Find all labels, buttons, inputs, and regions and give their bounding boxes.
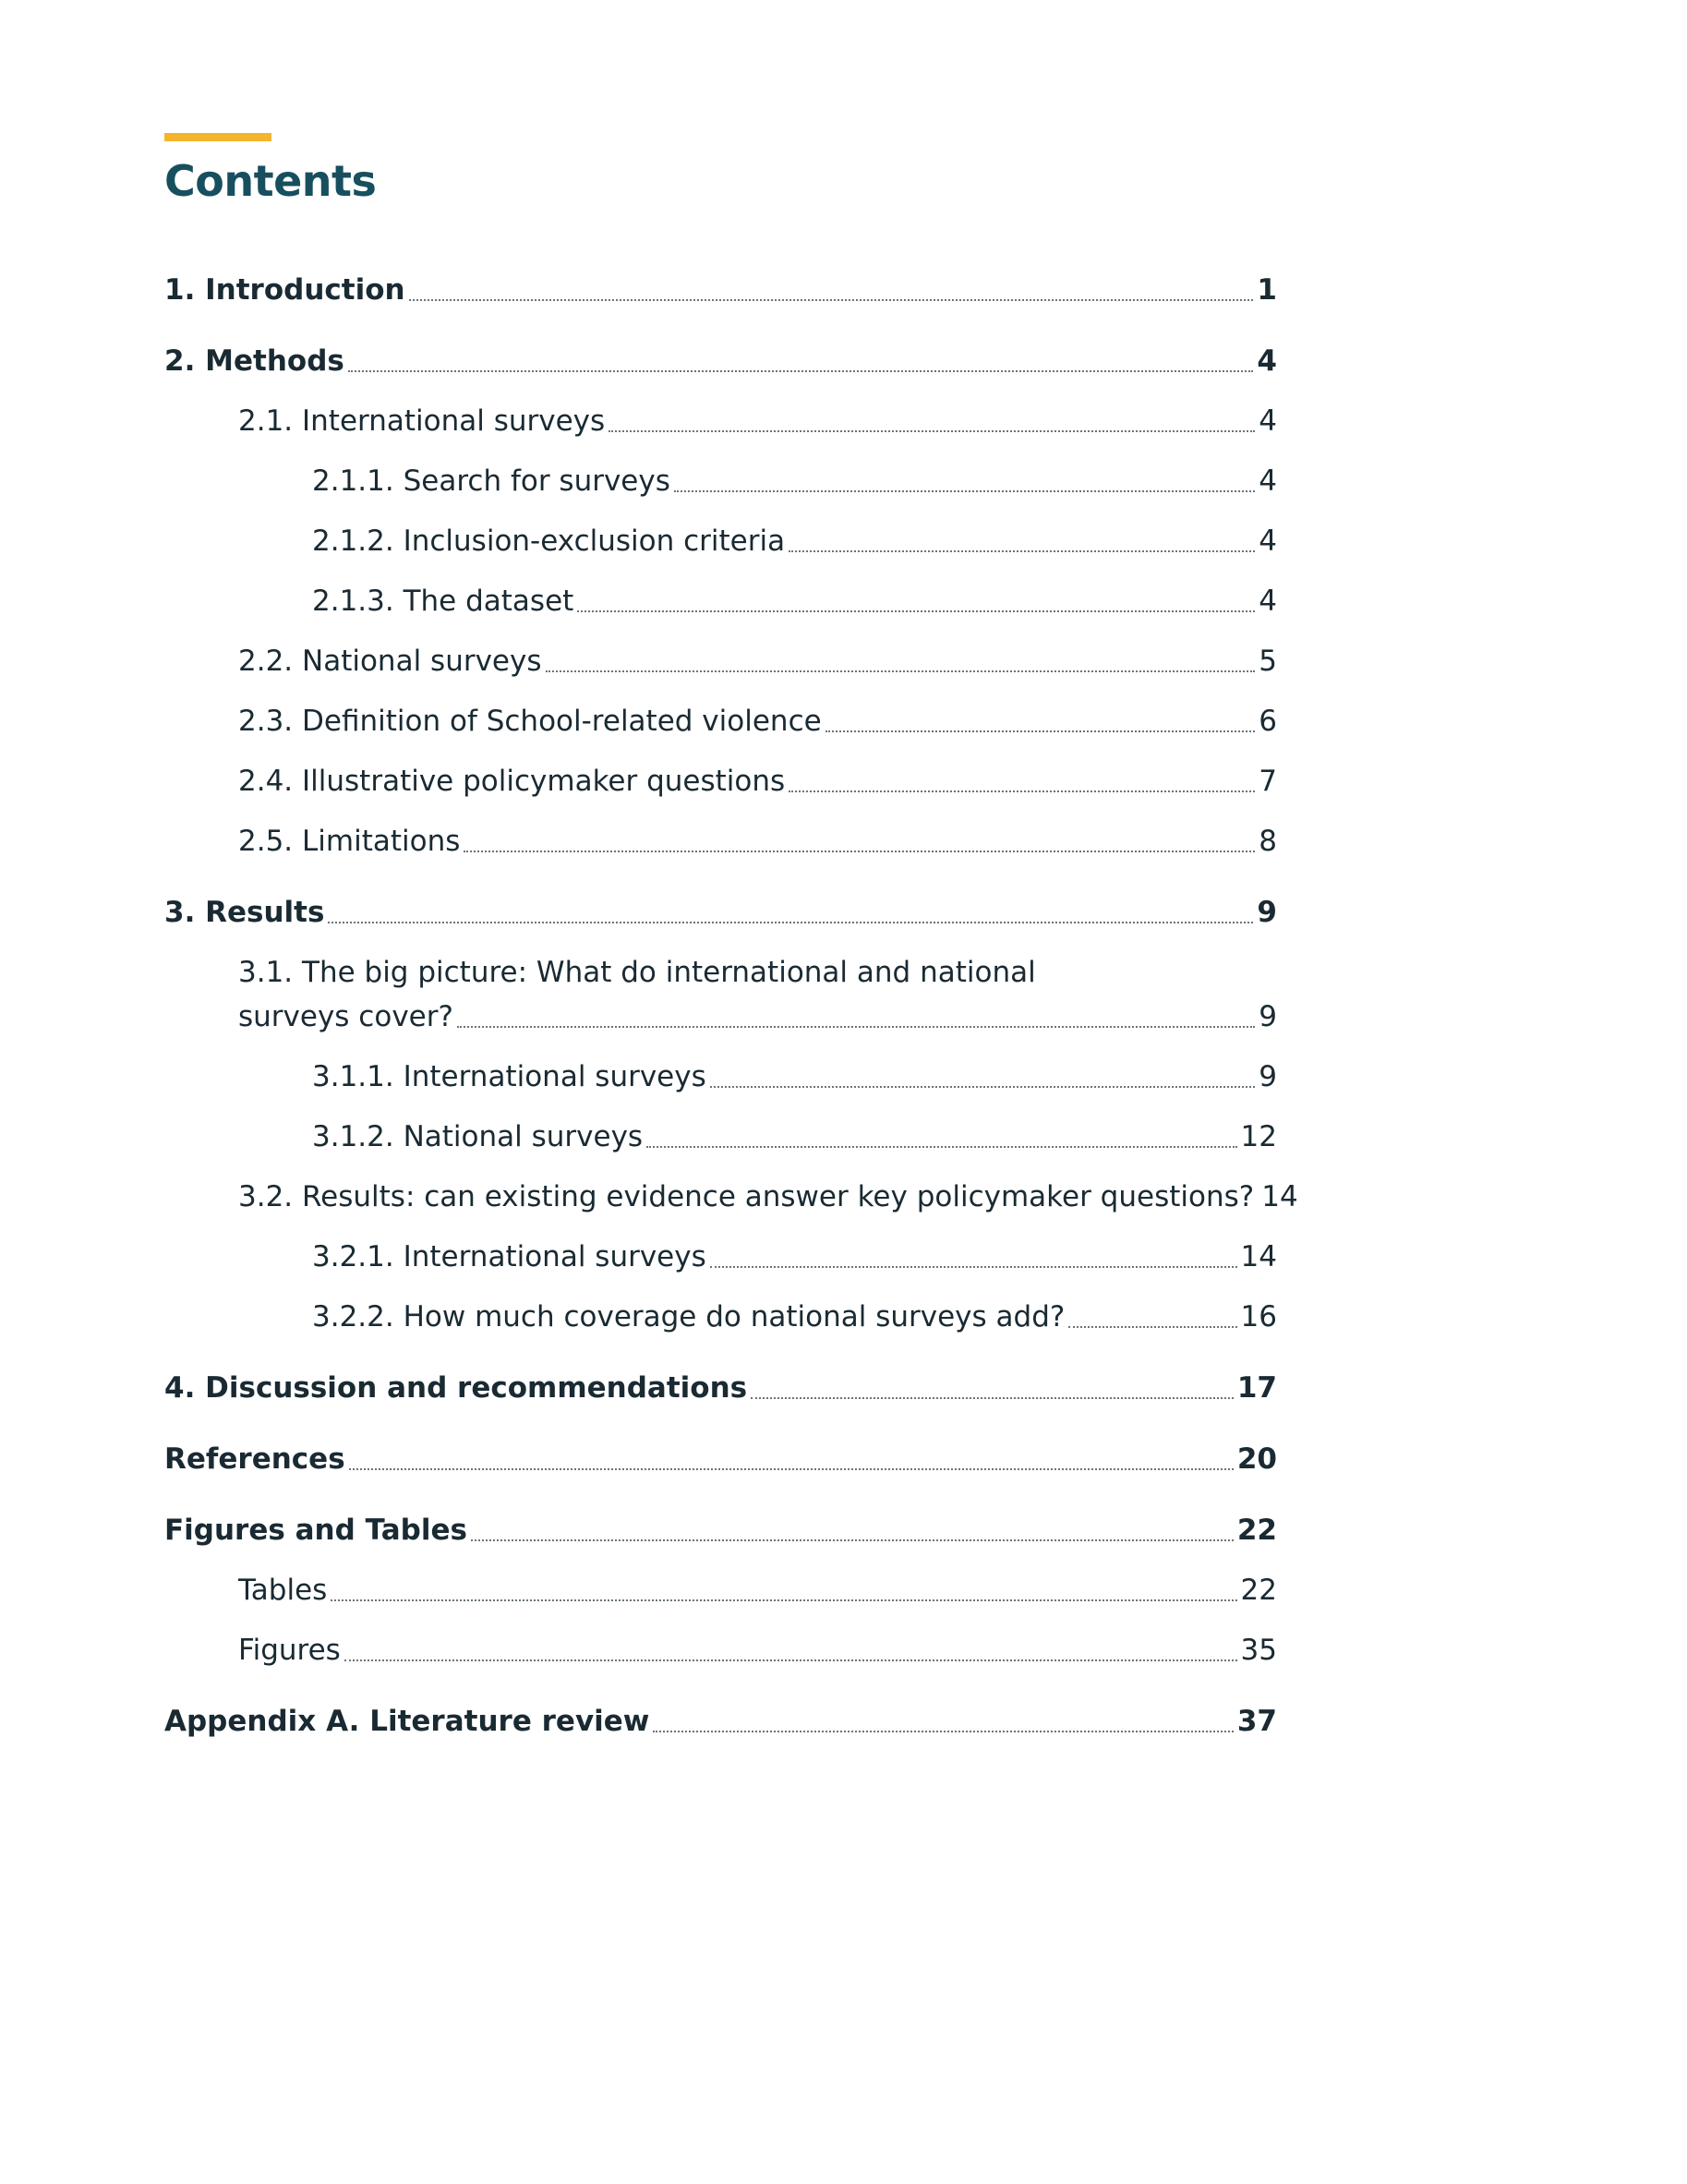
toc-entry-label: 3.2. Results: can existing evidence answer key policymaker questions?	[238, 1180, 1255, 1213]
toc-entry-references[interactable]	[164, 1438, 1277, 1480]
dot-leader	[577, 610, 1255, 612]
dot-leader	[457, 1026, 1255, 1028]
dot-leader	[789, 790, 1255, 792]
toc-entry-label: surveys cover?	[238, 1000, 453, 1033]
toc-entry-page-number: 1	[1257, 273, 1277, 307]
dot-leader	[710, 1266, 1237, 1268]
dot-leader	[348, 370, 1254, 372]
toc-entry-label: 2.5. Limitations	[238, 825, 461, 858]
toc-entry-label: References	[164, 1442, 345, 1476]
toc-entry-page-number: 22	[1236, 1514, 1277, 1547]
toc-entry-page-number: 4	[1259, 404, 1277, 438]
toc-entry-label: 3.1.1. International surveys	[312, 1060, 706, 1093]
toc-entry-national-coverage[interactable]	[312, 1296, 1277, 1338]
dot-leader	[331, 1599, 1236, 1601]
toc-entry-label: 2.1.2. Inclusion-exclusion criteria	[312, 525, 786, 558]
toc-entry-evidence-international-surveys[interactable]	[312, 1236, 1277, 1278]
dot-leader	[751, 1397, 1234, 1399]
toc-entry-label: 2.1. International surveys	[238, 404, 606, 438]
toc-entry-label: Figures	[238, 1634, 341, 1667]
toc-entry-page-number: 9	[1259, 1060, 1277, 1093]
dot-leader	[349, 1468, 1234, 1470]
toc-entry-page-number: 4	[1259, 465, 1277, 498]
toc-entry-search-for-surveys[interactable]	[312, 460, 1277, 502]
toc-entry-page-number: 5	[1259, 645, 1277, 678]
toc-entry-tables[interactable]	[238, 1569, 1277, 1611]
dot-leader	[674, 490, 1255, 492]
toc-entry-the-dataset[interactable]	[312, 580, 1277, 622]
dot-leader	[409, 299, 1254, 301]
toc-entry-page-number: 12	[1240, 1120, 1277, 1153]
toc-entry-label: 2. Methods	[164, 344, 344, 378]
dot-leader	[471, 1539, 1234, 1541]
toc-entry-results[interactable]	[164, 891, 1277, 934]
toc-entry-label: Tables	[238, 1574, 328, 1607]
dot-leader	[328, 922, 1253, 923]
toc-entry-page-number: 9	[1259, 1000, 1277, 1033]
toc-entry-results-national-surveys[interactable]	[312, 1116, 1277, 1158]
toc-entry-page-number: 16	[1240, 1300, 1277, 1333]
toc-entry-label: 3.2.2. How much coverage do national surveys add?	[312, 1300, 1066, 1333]
toc-entry-label: Figures and Tables	[164, 1514, 467, 1547]
toc-entry-page-number: 14	[1240, 1240, 1277, 1273]
toc-entry-page-number: 22	[1240, 1574, 1277, 1607]
dot-leader	[646, 1146, 1236, 1148]
toc-entry-page-number: 4	[1259, 585, 1277, 618]
toc-entry-page-number: 4	[1259, 525, 1277, 558]
dot-leader	[710, 1086, 1256, 1088]
toc-entry-limitations[interactable]	[238, 820, 1277, 863]
dot-leader	[653, 1731, 1233, 1732]
toc-entry-page-number: 8	[1259, 825, 1277, 858]
toc-entry-big-picture-line-1[interactable]: 3.1. The big picture: What do international and national	[238, 956, 1036, 989]
toc-entry-label: 4. Discussion and recommendations	[164, 1371, 748, 1405]
toc-entry-national-surveys[interactable]	[238, 640, 1277, 682]
toc-entry-label: 2.1.1. Search for surveys	[312, 465, 670, 498]
dot-leader	[609, 430, 1255, 432]
toc-entry-figures-and-tables[interactable]	[164, 1509, 1277, 1551]
toc-entry-page-number: 14	[1261, 1180, 1298, 1213]
toc-entry-label: 1. Introduction	[164, 273, 405, 307]
dot-leader	[825, 730, 1256, 732]
dot-leader	[546, 670, 1256, 672]
toc-entry-figures[interactable]	[238, 1629, 1277, 1671]
toc-entry-label: 2.1.3. The dataset	[312, 585, 574, 618]
toc-entry-label: 2.4. Illustrative policymaker questions	[238, 765, 786, 798]
toc-entry-introduction[interactable]	[164, 269, 1277, 311]
dot-leader	[464, 851, 1255, 852]
toc-entry-results-international-surveys[interactable]	[312, 1056, 1277, 1098]
toc-entry-label: 3.2.1. International surveys	[312, 1240, 706, 1273]
toc-entry-appendix-a[interactable]	[164, 1700, 1277, 1743]
toc-entry-inclusion-exclusion-criteria[interactable]	[312, 520, 1277, 562]
dot-leader	[789, 550, 1255, 552]
toc-entry-methods[interactable]	[164, 340, 1277, 382]
toc-entry-page-number: 35	[1240, 1634, 1277, 1667]
toc-entry-page-number: 9	[1257, 896, 1277, 929]
toc-entry-definition-school-violence[interactable]	[238, 700, 1277, 742]
toc-entry-page-number: 7	[1259, 765, 1277, 798]
page-title: Contents	[164, 156, 377, 206]
toc-entry-label: 2.2. National surveys	[238, 645, 542, 678]
toc-entry-label: Appendix A. Literature review	[164, 1705, 650, 1738]
dot-leader	[344, 1659, 1237, 1661]
toc-entry-international-surveys[interactable]	[238, 400, 1277, 442]
toc-entry-page-number: 37	[1236, 1705, 1277, 1738]
toc-entry-existing-evidence[interactable]	[238, 1176, 1298, 1218]
toc-entry-policymaker-questions[interactable]	[238, 760, 1277, 802]
toc-entry-label: 3. Results	[164, 896, 325, 929]
dot-leader	[1068, 1326, 1236, 1328]
toc-entry-big-picture[interactable]	[238, 995, 1277, 1038]
toc-entry-label: 2.3. Definition of School-related violence	[238, 705, 822, 738]
toc-entry-page-number: 6	[1259, 705, 1277, 738]
toc-entry-page-number: 4	[1257, 344, 1277, 378]
toc-entry-page-number: 17	[1236, 1371, 1277, 1405]
toc-entry-page-number: 20	[1236, 1442, 1277, 1476]
toc-entry-label: 3.1.2. National surveys	[312, 1120, 644, 1153]
toc-entry-discussion[interactable]	[164, 1367, 1277, 1409]
